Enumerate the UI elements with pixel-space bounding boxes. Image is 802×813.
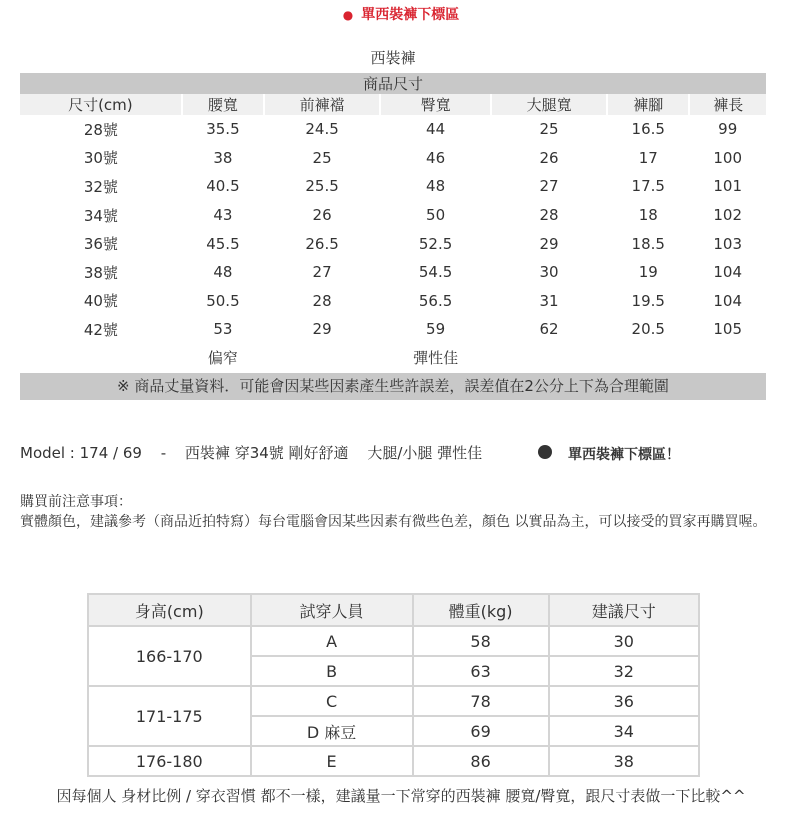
- height-range-cell: 176-180: [88, 746, 251, 776]
- table-cell: 43: [213, 206, 233, 225]
- person-cell: E: [251, 746, 413, 776]
- table-row: [20, 315, 766, 344]
- table-cell: 27: [312, 263, 332, 282]
- table-row: [88, 686, 699, 716]
- table-cell: 46: [426, 148, 446, 167]
- table-cell: 28號: [83, 120, 118, 139]
- table-cell: 32號: [83, 177, 118, 196]
- column-header: 建議尺寸: [549, 594, 699, 626]
- note-cell: 偏窄: [207, 348, 238, 367]
- column-header: 褲長: [689, 94, 766, 115]
- table-cell: 62: [539, 320, 559, 339]
- size-cell: 36: [549, 686, 699, 716]
- table-cell: 29: [539, 234, 559, 253]
- table-cell: 26: [312, 206, 332, 225]
- column-header: 臀寬: [380, 94, 491, 115]
- table-cell: 30號: [83, 149, 118, 168]
- note-cell: [264, 344, 380, 371]
- person-cell: A: [251, 626, 413, 656]
- weight-cell: 69: [413, 716, 549, 746]
- table-row: [20, 201, 766, 230]
- model-fit: 西裝褲 穿34號 剛好舒適: [184, 444, 349, 462]
- table-row: [20, 287, 766, 316]
- table-cell: 40號: [83, 292, 118, 311]
- purchase-notes-body: 實體顏色，建議參考（商品近拍特寫）每台電腦會因某些因素有微些色差，顏色 以實品為主，可以接受的買家再購買喔。: [20, 514, 767, 530]
- table-cell: 59: [426, 320, 446, 339]
- table-cell: 53: [213, 320, 233, 339]
- note-cell: [20, 344, 182, 371]
- table-cell: 45.5: [206, 234, 240, 253]
- table-cell: 28: [539, 206, 559, 225]
- size-cell: 38: [549, 746, 699, 776]
- table-cell: 50: [426, 206, 446, 225]
- table-cell: 105: [713, 320, 743, 339]
- table-cell: 29: [312, 320, 332, 339]
- size-cell: 34: [549, 716, 699, 746]
- table-row: [20, 144, 766, 173]
- size-cell: 32: [549, 656, 699, 686]
- person-cell: B: [251, 656, 413, 686]
- size-table-caption-row: [20, 73, 766, 94]
- column-header: 體重(kg): [413, 594, 549, 626]
- measurement-disclaimer: ※ 商品丈量資料．可能會因某些因素產生些許誤差，誤差值在2公分上下為合理範圍: [20, 373, 766, 400]
- fit-table: [87, 593, 700, 777]
- table-cell: 26: [539, 148, 559, 167]
- table-cell: 36號: [83, 235, 118, 254]
- table-cell: 25.5: [305, 177, 339, 196]
- bullet-icon: [538, 445, 552, 459]
- size-table-header-row: [20, 94, 766, 115]
- table-cell: 24.5: [305, 120, 339, 139]
- table-cell: 48: [426, 177, 446, 196]
- order-area-label: 單西裝褲下標區！: [568, 447, 680, 463]
- model-separator: -: [160, 444, 167, 462]
- section-title-text: 單西裝褲下標區: [361, 7, 460, 23]
- table-cell: 50.5: [206, 291, 240, 310]
- table-cell: 34號: [83, 206, 118, 225]
- table-cell: 52.5: [418, 234, 453, 253]
- table-cell: 31: [539, 291, 559, 310]
- table-cell: 35.5: [206, 120, 240, 139]
- table-cell: 101: [713, 177, 743, 196]
- table-cell: 104: [713, 263, 743, 282]
- table-row: [20, 115, 766, 144]
- fit-table-header-row: [88, 594, 699, 626]
- size-table-body: [20, 115, 766, 344]
- column-header: 大腿寬: [491, 94, 607, 115]
- height-range-cell: 166-170: [88, 626, 251, 686]
- table-cell: 18.5: [631, 234, 665, 253]
- table-cell: 28: [312, 291, 332, 310]
- table-cell: 100: [713, 148, 743, 167]
- table-cell: 103: [713, 234, 743, 253]
- table-cell: 104: [713, 291, 743, 310]
- weight-cell: 86: [413, 746, 549, 776]
- model-stretch: 大腿/小腿 彈性佳: [367, 444, 483, 462]
- table-row: [20, 258, 766, 287]
- table-cell: 99: [718, 120, 738, 139]
- purchase-notes: [20, 492, 780, 532]
- size-cell: 30: [549, 626, 699, 656]
- model-stats: Model : 174 / 69: [20, 444, 142, 462]
- table-cell: 26.5: [305, 234, 339, 253]
- section-title: [0, 4, 802, 24]
- height-range-cell: 171-175: [88, 686, 251, 746]
- table-cell: 102: [713, 206, 743, 225]
- column-header: 褲腳: [607, 94, 689, 115]
- table-cell: 20.5: [631, 320, 665, 339]
- note-cell: [607, 344, 689, 371]
- table-row: [20, 229, 766, 258]
- note-cell: [689, 344, 766, 371]
- table-cell: 16.5: [631, 120, 665, 139]
- table-cell: 17.5: [631, 177, 665, 196]
- table-cell: 25: [539, 120, 559, 139]
- size-table-caption: 商品尺寸: [20, 73, 766, 94]
- weight-cell: 78: [413, 686, 549, 716]
- table-cell: 42號: [83, 320, 118, 339]
- weight-cell: 58: [413, 626, 549, 656]
- table-cell: 40.5: [206, 177, 240, 196]
- weight-cell: 63: [413, 656, 549, 686]
- person-cell: C: [251, 686, 413, 716]
- column-header: 前褲襠: [264, 94, 380, 115]
- table-cell: 48: [213, 263, 233, 282]
- table-cell: 44: [426, 120, 446, 139]
- table-cell: 17: [638, 148, 658, 167]
- table-row: [88, 626, 699, 656]
- table-cell: 19.5: [631, 291, 665, 310]
- table-cell: 56.5: [418, 291, 453, 310]
- fit-table-body: [88, 626, 699, 776]
- column-header: 腰寬: [182, 94, 264, 115]
- table-cell: 38號: [83, 263, 118, 282]
- size-table: [20, 73, 766, 371]
- column-header: 身高(cm): [88, 594, 251, 626]
- table-cell: 54.5: [418, 263, 453, 282]
- table-cell: 38: [213, 148, 233, 167]
- person-cell: D 麻豆: [251, 716, 413, 746]
- note-cell: 彈性佳: [413, 348, 459, 367]
- column-header: 尺寸(cm): [20, 94, 182, 115]
- table-cell: 30: [539, 263, 559, 282]
- column-header: 試穿人員: [251, 594, 413, 626]
- note-cell: [491, 344, 607, 371]
- table-row: [20, 172, 766, 201]
- footer-note: 因每個人 身材比例 / 穿衣習慣 都不一樣，建議量一下常穿的西裝褲 腰寬/臀寬，跟尺寸表做一下比較^^: [56, 787, 746, 805]
- table-cell: 27: [539, 177, 559, 196]
- model-info: [20, 442, 496, 463]
- bullet-icon: ●: [342, 8, 354, 22]
- table-row: [88, 746, 699, 776]
- table-cell: 25: [312, 148, 332, 167]
- table-cell: 19: [638, 263, 658, 282]
- purchase-notes-heading: 購買前注意事項：: [20, 494, 132, 510]
- table-cell: 18: [638, 206, 658, 225]
- product-name: 西裝褲: [370, 49, 416, 67]
- size-table-notes-row: [20, 344, 766, 371]
